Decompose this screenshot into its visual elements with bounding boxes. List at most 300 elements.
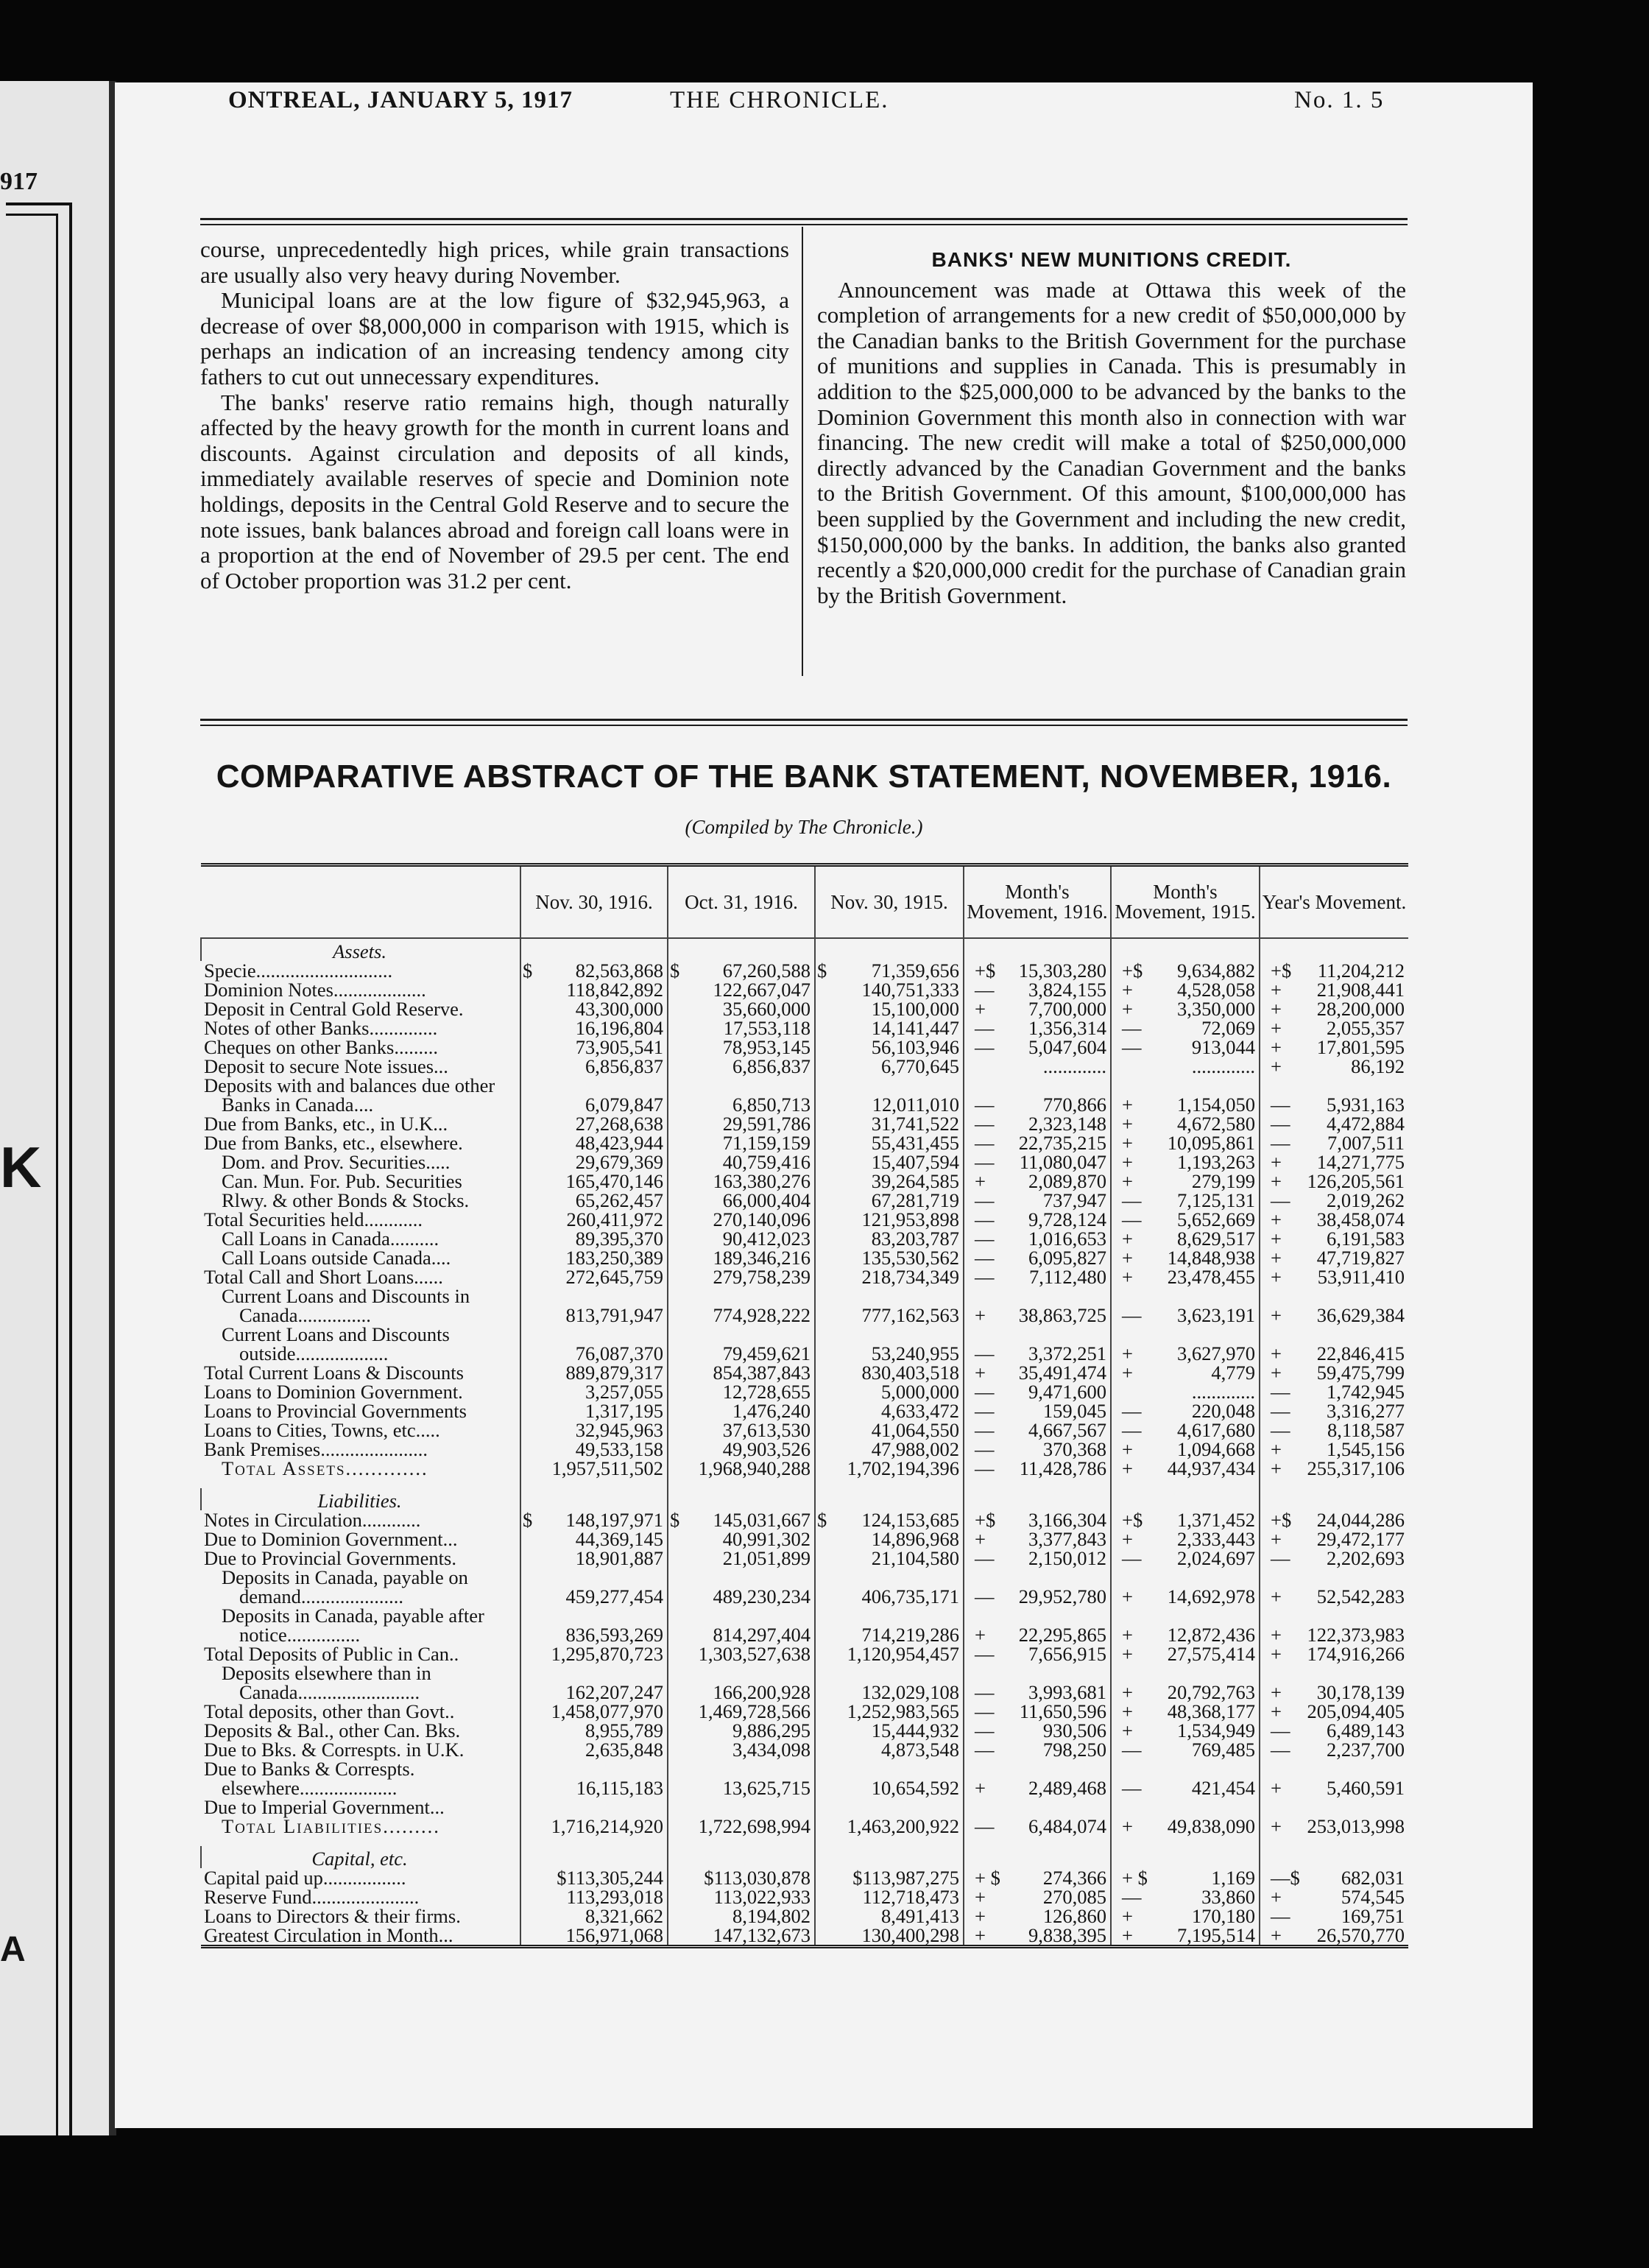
value-cell — [815, 1286, 964, 1325]
movement-cell — [1111, 1568, 1260, 1606]
value-cell — [668, 999, 815, 1018]
movement-sign: + — [1271, 1228, 1282, 1250]
value: 163,380,276 — [713, 1170, 811, 1192]
value-cell — [815, 1420, 964, 1440]
section-rule — [200, 719, 1408, 721]
table-row — [201, 1248, 1408, 1267]
movement-value: 33,860 — [1201, 1886, 1255, 1908]
row-label: Due to Banks & Correspts. elsewhere.................... — [204, 1758, 415, 1799]
movement-cell — [1260, 1529, 1408, 1549]
value: 830,403,518 — [861, 1362, 959, 1384]
movement-sign: + — [1271, 1017, 1282, 1039]
row-label: Deposit in Central Gold Reserve. — [204, 998, 464, 1020]
value-cell — [815, 1868, 964, 1887]
movement-sign: — — [1271, 1400, 1290, 1422]
movement-value: 3,377,843 — [1028, 1528, 1106, 1550]
value-cell — [520, 1267, 668, 1286]
row-label: Due from Banks, etc., elsewhere. — [204, 1132, 463, 1154]
value-cell — [668, 1926, 815, 1947]
value-cell — [668, 1286, 815, 1325]
value: $113,305,244 — [557, 1867, 663, 1889]
movement-value: 9,838,395 — [1028, 1924, 1106, 1946]
value: 774,928,222 — [713, 1304, 811, 1326]
table-row — [201, 1286, 1408, 1325]
row-label: Deposits & Bal., other Can. Bks. — [204, 1719, 461, 1742]
movement-value: 28,200,000 — [1316, 998, 1405, 1020]
movement-cell — [1111, 1229, 1260, 1248]
value: 156,971,068 — [565, 1924, 663, 1946]
movement-sign: — — [975, 1132, 995, 1154]
movement-cell — [1260, 1740, 1408, 1759]
movement-value: 38,458,074 — [1316, 1208, 1405, 1230]
movement-sign: + — [975, 1362, 986, 1384]
movement-value: 574,545 — [1341, 1886, 1405, 1908]
movement-sign: +$ — [1271, 959, 1292, 982]
value-cell — [668, 1057, 815, 1076]
value: 32,945,963 — [575, 1419, 663, 1441]
value: 15,100,000 — [871, 998, 959, 1020]
movement-cell — [964, 1325, 1111, 1363]
table-row — [201, 1363, 1408, 1382]
movement-value: 2,202,693 — [1327, 1547, 1405, 1569]
value-cell — [520, 1152, 668, 1172]
value-cell — [520, 1868, 668, 1887]
value: 1,957,511,502 — [551, 1457, 663, 1479]
value-cell — [668, 1420, 815, 1440]
movement-sign: + — [1271, 1528, 1282, 1550]
table-row — [201, 1057, 1408, 1076]
value-cell — [668, 1759, 815, 1797]
section-heading-row — [201, 1846, 1408, 1868]
value: 9,886,295 — [732, 1719, 811, 1742]
movement-value: 7,112,480 — [1028, 1266, 1106, 1288]
table-row — [201, 1440, 1408, 1459]
movement-value: 11,650,596 — [1019, 1700, 1106, 1722]
value: 15,407,594 — [871, 1151, 959, 1173]
movement-value: 14,692,978 — [1167, 1585, 1255, 1607]
value-cell — [520, 1114, 668, 1133]
movement-sign: — — [975, 1228, 995, 1250]
movement-value: 2,323,148 — [1028, 1113, 1106, 1135]
movement-value: 770,866 — [1042, 1094, 1106, 1116]
movement-sign: + — [1122, 1228, 1133, 1250]
value-cell — [815, 1267, 964, 1286]
movement-value: 1,169 — [1211, 1867, 1255, 1889]
movement-cell — [1260, 1401, 1408, 1420]
value: 1,722,698,994 — [698, 1815, 811, 1837]
movement-value: 29,952,780 — [1018, 1585, 1106, 1607]
movement-value: 5,047,604 — [1028, 1036, 1106, 1058]
value: 1,476,240 — [732, 1400, 811, 1422]
movement-cell — [964, 1152, 1111, 1172]
value: 279,758,239 — [713, 1266, 811, 1288]
movement-cell — [964, 1797, 1111, 1817]
value: 189,346,216 — [713, 1247, 811, 1269]
value-cell — [520, 1325, 668, 1363]
row-label: Cheques on other Banks......... — [204, 1036, 438, 1058]
movement-value: 86,192 — [1351, 1055, 1405, 1077]
movement-value: 270,085 — [1042, 1886, 1106, 1908]
value: 17,553,118 — [723, 1017, 811, 1039]
movement-sign: + — [1122, 1815, 1133, 1837]
movement-sign: + — [975, 1528, 986, 1550]
value: 40,759,416 — [722, 1151, 811, 1173]
movement-sign: — — [1122, 1304, 1142, 1326]
value-cell — [668, 961, 815, 980]
movement-sign: + — [975, 998, 986, 1020]
movement-cell — [1111, 1191, 1260, 1210]
value: 18,901,887 — [575, 1547, 663, 1569]
movement-value: 38,863,725 — [1018, 1304, 1106, 1326]
table-row — [201, 1568, 1408, 1606]
value-cell — [520, 1549, 668, 1568]
movement-sign: + — [1122, 1113, 1133, 1135]
movement-cell — [964, 980, 1111, 999]
row-label: Due to Imperial Government... — [204, 1796, 445, 1818]
column-header: Nov. 30, 1915. — [815, 865, 964, 939]
movement-value: 3,350,000 — [1177, 998, 1255, 1020]
movement-value: 9,728,124 — [1028, 1208, 1106, 1230]
movement-cell — [1111, 1267, 1260, 1286]
row-label: Deposits in Canada, payable on demand..................... — [222, 1566, 468, 1607]
value-cell — [520, 1382, 668, 1401]
value: 67,260,588 — [722, 959, 811, 982]
movement-cell — [1260, 1018, 1408, 1038]
movement-value: 1,356,314 — [1028, 1017, 1106, 1039]
left-text-column — [200, 237, 789, 594]
value: 66,000,404 — [722, 1189, 811, 1211]
movement-cell — [1111, 1606, 1260, 1644]
movement-value: 23,478,455 — [1167, 1266, 1255, 1288]
movement-cell — [1111, 1133, 1260, 1152]
movement-value: 1,154,050 — [1177, 1094, 1255, 1116]
movement-value: 7,195,514 — [1177, 1924, 1255, 1946]
movement-cell — [1111, 1363, 1260, 1382]
movement-cell — [1260, 1887, 1408, 1906]
movement-sign: + — [1271, 1624, 1282, 1646]
value: 124,153,685 — [861, 1509, 959, 1531]
table-cell — [964, 1846, 1111, 1868]
value-cell — [668, 1887, 815, 1906]
movement-cell — [964, 1887, 1111, 1906]
row-label: Dom. and Prov. Securities..... — [222, 1151, 451, 1173]
movement-value: 49,838,090 — [1167, 1815, 1255, 1837]
running-header-title: THE CHRONICLE. — [670, 87, 889, 113]
movement-value: 170,180 — [1191, 1905, 1255, 1927]
movement-cell — [964, 999, 1111, 1018]
value-cell — [815, 1152, 964, 1172]
value: 140,751,333 — [861, 979, 959, 1001]
movement-sign: + — [1271, 1362, 1282, 1384]
movement-cell — [964, 1286, 1111, 1325]
table-row — [201, 1076, 1408, 1114]
value-cell — [668, 1248, 815, 1267]
table-row — [201, 1606, 1408, 1644]
value: 13,625,715 — [722, 1777, 811, 1799]
table-header-row — [201, 865, 1408, 939]
value-cell — [668, 1510, 815, 1529]
value: 406,735,171 — [861, 1585, 959, 1607]
row-label: Notes of other Banks.............. — [204, 1017, 438, 1039]
value: 714,219,286 — [861, 1624, 959, 1646]
value-cell — [815, 1797, 964, 1817]
value-cell — [668, 1906, 815, 1926]
value-cell — [815, 1568, 964, 1606]
movement-sign: — — [975, 1419, 995, 1441]
value-cell — [815, 1114, 964, 1133]
movement-cell — [1260, 1702, 1408, 1721]
running-header-date: ONTREAL, JANUARY 5, 1917 — [228, 87, 573, 113]
value-cell — [668, 1529, 815, 1549]
movement-cell — [1111, 1325, 1260, 1363]
table-body — [201, 938, 1408, 1947]
value: 47,988,002 — [871, 1438, 959, 1460]
movement-value: 8,118,587 — [1327, 1419, 1405, 1441]
movement-cell — [1260, 1797, 1408, 1817]
value-cell — [520, 1644, 668, 1663]
table-row — [201, 1229, 1408, 1248]
movement-value: 27,575,414 — [1167, 1643, 1255, 1665]
value-cell — [815, 1191, 964, 1210]
previous-page-edge — [0, 81, 110, 2135]
value: 21,104,580 — [871, 1547, 959, 1569]
table-cell — [815, 1488, 964, 1510]
movement-sign: + — [975, 1924, 986, 1946]
movement-value: 8,629,517 — [1177, 1228, 1255, 1250]
movement-cell — [964, 1817, 1111, 1836]
movement-sign: + — [1122, 1924, 1133, 1946]
movement-sign: — — [975, 1017, 995, 1039]
table-row — [201, 1133, 1408, 1152]
movement-value: 7,700,000 — [1028, 998, 1106, 1020]
movement-cell — [964, 1459, 1111, 1478]
value: 6,856,837 — [585, 1055, 663, 1077]
value: 162,207,247 — [565, 1681, 663, 1703]
movement-value: 4,779 — [1211, 1362, 1255, 1384]
value: 122,667,047 — [713, 979, 811, 1001]
movement-value: 48,368,177 — [1167, 1700, 1255, 1722]
value: 5,000,000 — [881, 1381, 959, 1403]
value-cell — [668, 1018, 815, 1038]
movement-value: 2,150,012 — [1028, 1547, 1106, 1569]
row-label: Total deposits, other than Govt.. — [204, 1700, 455, 1722]
movement-cell — [1111, 1740, 1260, 1759]
movement-sign: + — [1271, 1055, 1282, 1077]
movement-cell — [964, 1248, 1111, 1267]
movement-sign: — — [1122, 1777, 1142, 1799]
movement-cell — [1111, 1114, 1260, 1133]
value-cell — [668, 1644, 815, 1663]
value-cell — [520, 1759, 668, 1797]
row-label: Total Current Loans & Discounts — [204, 1362, 464, 1384]
movement-value: ............. — [1191, 1055, 1255, 1077]
value: 8,491,413 — [881, 1905, 959, 1927]
movement-sign: + — [1122, 1094, 1133, 1116]
movement-value: 9,471,600 — [1028, 1381, 1106, 1403]
movement-sign: — — [975, 1189, 995, 1211]
table-cell — [815, 1846, 964, 1868]
spacer-row — [201, 1836, 1408, 1846]
movement-value: 3,372,251 — [1028, 1342, 1106, 1364]
movement-sign: — — [975, 1739, 995, 1761]
table-cell — [1111, 1488, 1260, 1510]
movement-cell — [964, 1210, 1111, 1229]
movement-cell — [1260, 1568, 1408, 1606]
movement-cell — [1260, 1133, 1408, 1152]
value-cell — [668, 1229, 815, 1248]
movement-sign: — — [975, 1113, 995, 1135]
value-cell — [815, 1018, 964, 1038]
movement-cell — [1260, 1817, 1408, 1836]
row-label: Deposits in Canada, payable after notice............... — [222, 1605, 484, 1646]
value-cell — [668, 1038, 815, 1057]
movement-value: 1,193,263 — [1177, 1151, 1255, 1173]
value-cell — [520, 1887, 668, 1906]
value: 44,369,145 — [575, 1528, 663, 1550]
value-cell — [668, 1606, 815, 1644]
movement-sign: + — [1122, 998, 1133, 1020]
movement-sign: — — [1122, 1547, 1142, 1569]
movement-sign: — — [975, 1585, 995, 1607]
movement-value: 5,652,669 — [1177, 1208, 1255, 1230]
value-cell — [520, 1721, 668, 1740]
movement-value: 15,303,280 — [1018, 959, 1106, 982]
movement-value: 3,623,191 — [1177, 1304, 1255, 1326]
table-cell — [668, 1488, 815, 1510]
movement-cell — [1111, 1382, 1260, 1401]
value-cell — [668, 980, 815, 999]
value: 1,317,195 — [585, 1400, 663, 1422]
value-cell — [520, 961, 668, 980]
row-label: Loans to Provincial Governments — [204, 1400, 467, 1422]
movement-sign: +$ — [1122, 1509, 1143, 1531]
movement-sign: + — [1122, 1247, 1133, 1269]
value: 8,321,662 — [585, 1905, 663, 1927]
value: 10,654,592 — [871, 1777, 959, 1799]
movement-sign: + — [1271, 1304, 1282, 1326]
movement-sign: + — [1271, 1170, 1282, 1192]
movement-sign: +$ — [1271, 1509, 1292, 1531]
value: $113,987,275 — [852, 1867, 959, 1889]
value-cell — [815, 1702, 964, 1721]
movement-sign: — — [975, 1438, 995, 1460]
row-label: Greatest Circulation in Month... — [204, 1924, 453, 1946]
movement-value: 44,937,434 — [1167, 1457, 1255, 1479]
movement-sign: — — [1271, 1419, 1290, 1441]
movement-sign: + — [1271, 1681, 1282, 1703]
article-heading: BANKS' NEW MUNITIONS CREDIT. — [931, 248, 1292, 271]
value-cell — [668, 1382, 815, 1401]
value-cell — [815, 1057, 964, 1076]
movement-value: 930,506 — [1042, 1719, 1106, 1742]
movement-cell — [1111, 1420, 1260, 1440]
movement-value: 22,846,415 — [1316, 1342, 1405, 1364]
movement-value: 2,024,697 — [1177, 1547, 1255, 1569]
movement-value: 14,848,938 — [1167, 1247, 1255, 1269]
movement-sign: — — [1271, 1739, 1290, 1761]
movement-value: 4,672,580 — [1177, 1113, 1255, 1135]
movement-cell — [1111, 1926, 1260, 1947]
movement-value: 12,872,436 — [1167, 1624, 1255, 1646]
value: 260,411,972 — [566, 1208, 663, 1230]
value-cell — [520, 1702, 668, 1721]
row-label: Dominion Notes................... — [204, 979, 426, 1001]
movement-cell — [1260, 1038, 1408, 1057]
value: 37,613,530 — [722, 1419, 811, 1441]
movement-sign: — — [975, 1400, 995, 1422]
value: 130,400,298 — [861, 1924, 959, 1946]
movement-cell — [1260, 1510, 1408, 1529]
movement-value: 279,199 — [1191, 1170, 1255, 1192]
movement-sign: + — [1271, 1777, 1282, 1799]
value-cell — [668, 1549, 815, 1568]
movement-sign: + — [1122, 1585, 1133, 1607]
movement-cell — [1111, 1887, 1260, 1906]
movement-sign: — — [1122, 1017, 1142, 1039]
movement-value: 52,542,283 — [1316, 1585, 1405, 1607]
value-cell — [668, 1440, 815, 1459]
movement-cell — [1260, 961, 1408, 980]
movement-cell — [964, 1868, 1111, 1887]
table-row — [201, 1549, 1408, 1568]
movement-value: 1,742,945 — [1327, 1381, 1405, 1403]
movement-cell — [964, 1702, 1111, 1721]
table-row — [201, 1325, 1408, 1363]
value: 854,387,843 — [713, 1362, 811, 1384]
row-label: Current Loans and Discounts in Canada............... — [222, 1285, 470, 1326]
row-label: Call Loans outside Canada.... — [222, 1247, 451, 1269]
movement-sign: +$ — [1122, 959, 1143, 982]
movement-value: 913,044 — [1191, 1036, 1255, 1058]
table-row — [201, 1740, 1408, 1759]
column-header — [201, 865, 520, 939]
movement-sign: + — [1122, 1905, 1133, 1927]
value: 27,268,638 — [575, 1113, 663, 1135]
value: $113,030,878 — [704, 1867, 811, 1889]
value: 814,297,404 — [713, 1624, 811, 1646]
value-cell — [668, 1191, 815, 1210]
value-cell — [520, 1459, 668, 1478]
value-cell — [815, 1740, 964, 1759]
movement-sign: + — [1122, 1457, 1133, 1479]
row-label: Bank Premises...................... — [204, 1438, 428, 1460]
column-header: Oct. 31, 1916. — [668, 865, 815, 939]
movement-sign: + — [1122, 1342, 1133, 1364]
movement-cell — [1111, 1797, 1260, 1817]
table-row — [201, 1267, 1408, 1286]
header-rule — [200, 218, 1408, 220]
movement-value: 59,475,799 — [1316, 1362, 1405, 1384]
movement-sign: + — [1122, 1266, 1133, 1288]
value-cell — [668, 1114, 815, 1133]
table-cell — [964, 1488, 1111, 1510]
row-label: Capital paid up................. — [204, 1867, 406, 1889]
movement-sign: — — [975, 1547, 995, 1569]
movement-sign: + — [1122, 1528, 1133, 1550]
value-cell — [815, 1133, 964, 1152]
movement-value: 29,472,177 — [1316, 1528, 1405, 1550]
movement-cell — [1111, 961, 1260, 980]
movement-value: 7,656,915 — [1028, 1643, 1106, 1665]
movement-sign: + — [1122, 1362, 1133, 1384]
movement-sign: — — [975, 1151, 995, 1173]
movement-sign: — — [975, 1643, 995, 1665]
movement-sign: + — [1122, 1700, 1133, 1722]
movement-cell — [964, 1229, 1111, 1248]
movement-value: 1,016,653 — [1028, 1228, 1106, 1250]
value-cell — [815, 1401, 964, 1420]
table-row — [201, 980, 1408, 999]
